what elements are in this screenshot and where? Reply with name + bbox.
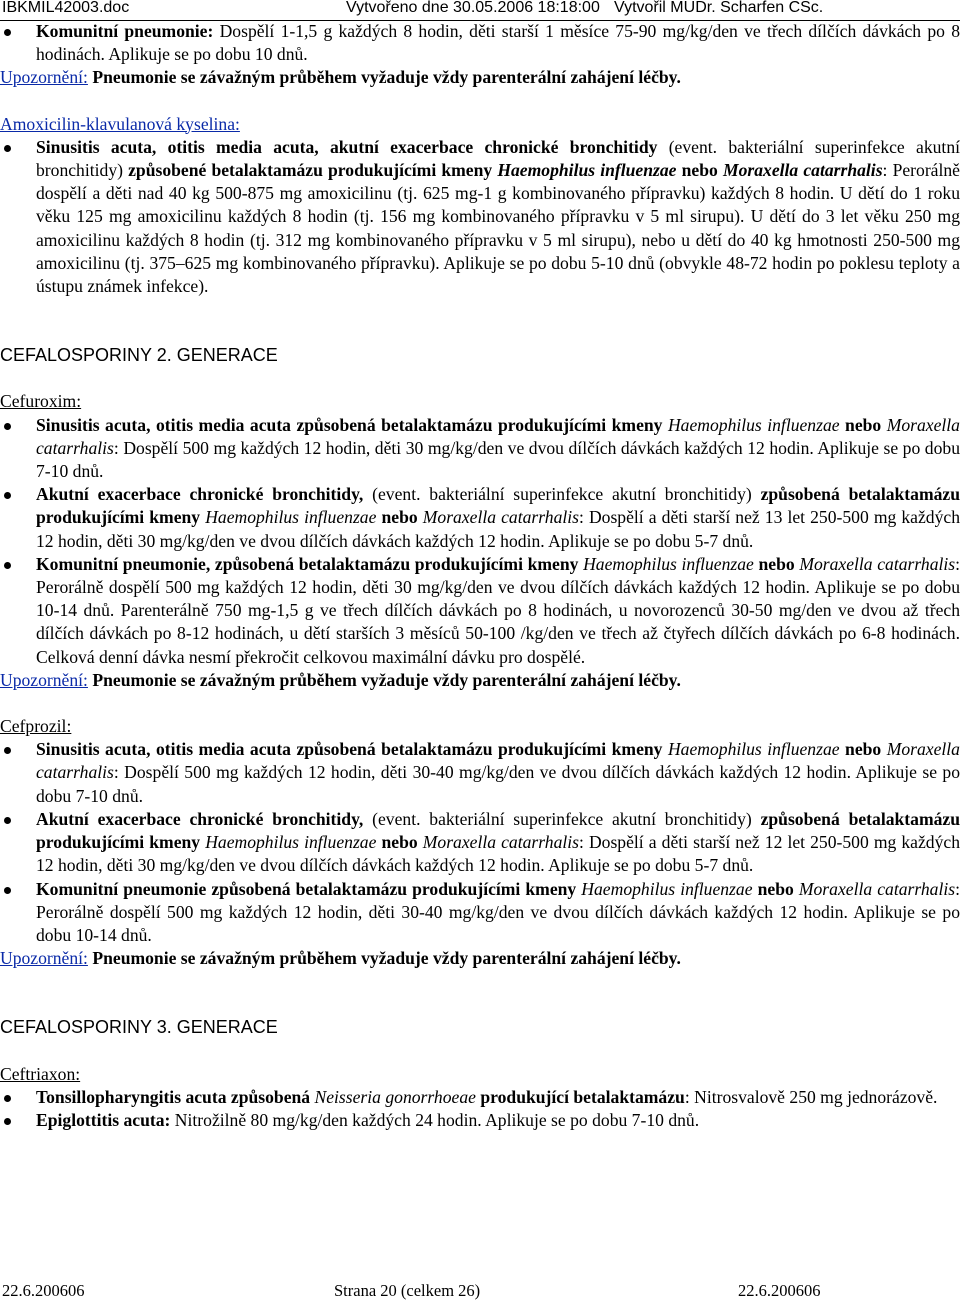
list-item xyxy=(0,483,960,553)
list-item xyxy=(0,1109,960,1132)
item-bold: Sinusitis acuta, otitis media acuta způsobená betalaktamázu produkujícími kmeny xyxy=(36,739,663,760)
section-heading-amoxiclav xyxy=(0,113,960,136)
organism-name: Haemophilus influenzae xyxy=(667,414,840,435)
list-item xyxy=(0,808,960,878)
item-bold: Sinusitis acuta, otitis media acuta způsobená betalaktamázu produkujícími kmeny xyxy=(36,414,663,435)
item-bold: nebo xyxy=(845,414,882,435)
item-bold: Epiglottitis acuta: xyxy=(36,1109,171,1130)
organism-name: Moraxella catarrhalis xyxy=(36,414,960,458)
header-author: Vytvořil MUDr. Scharfen CSc. xyxy=(614,0,824,16)
item-text: : Dospělí a děti starší než 12 let 250-500 mg každých 12 hodin, děti 30 mg/kg/den ve dvou dílčích dávkách každých 12 hodin. Aplikuje se po dobu 5-7 dnů. xyxy=(36,832,960,876)
document-body xyxy=(0,20,960,1132)
item-bold: produkující betalaktamázu xyxy=(480,1086,685,1107)
item-text: Dospělí 1-1,5 g každých 8 hodin, děti starší 1 měsíce 75-90 mg/kg/den ve třech dílčích dávkách po 8 hodinách. Aplikuje se po dobu 10 dnů. xyxy=(36,21,960,65)
organism-name: Moraxella catarrhalis xyxy=(36,739,960,783)
item-bold: nebo xyxy=(381,507,418,528)
warning-label: Upozornění: xyxy=(0,669,88,690)
item-text: (event. bakteriální superinfekce akutní bronchitidy) xyxy=(363,808,761,829)
item-text: (event. bakteriální superinfekce akutní bronchitidy) xyxy=(36,136,960,181)
footer-date-right: 22.6.200606 xyxy=(738,1281,821,1300)
organism-name: Haemophilus influenzae xyxy=(583,553,754,574)
header-filename: IBKMIL42003.doc xyxy=(2,0,130,16)
item-bold: nebo xyxy=(757,878,794,899)
item-text: : Perorálně dospělí 500 mg každých 12 hodin, děti 30-40 mg/kg/den ve dvou dílčích dávkách každých 12 hodin. Aplikuje se po dobu 10-14 dnů. xyxy=(36,878,960,945)
amoxiclav-list xyxy=(0,136,960,298)
section-heading-ceph2: CEFALOSPORINY 2. GENERACE xyxy=(0,345,278,366)
item-text: : Nitrosvalově 250 mg jednorázově. xyxy=(684,1086,938,1107)
item-bold: nebo xyxy=(381,832,418,853)
section-heading-ceftriaxon xyxy=(0,1063,960,1086)
item-text: Nitrožilně 80 mg/kg/den každých 24 hodin. Aplikuje se po dobu 7-10 dnů. xyxy=(170,1109,700,1130)
item-text: (event. bakteriální superinfekce akutní bronchitidy) xyxy=(363,484,761,505)
organism-name: Moraxella catarrhalis xyxy=(422,507,579,528)
warning-note xyxy=(0,66,960,89)
heading-text: Amoxicilin-klavulanová kyselina: xyxy=(0,113,240,134)
warning-note xyxy=(0,947,960,970)
list-item xyxy=(0,738,960,808)
organism-name: Moraxella catarrhalis xyxy=(722,160,883,181)
item-bold: Akutní exacerbace chronické bronchitidy, xyxy=(36,484,364,505)
list-item xyxy=(0,20,960,66)
warning-label: Upozornění: xyxy=(0,67,88,88)
organism-name: Neisseria gonorrhoeae xyxy=(314,1086,476,1107)
warning-label: Upozornění: xyxy=(0,948,88,969)
list-item xyxy=(0,136,960,298)
organism-name: Moraxella catarrhalis xyxy=(422,832,579,853)
organism-name: Moraxella catarrhalis xyxy=(799,553,956,574)
section-heading-cefprozil xyxy=(0,715,960,738)
item-text: : Dospělí 500 mg každých 12 hodin, děti 30 mg/kg/den ve dvou dílčích dávkách každých 12 hodin. Aplikuje se po dobu 7-10 dnů. xyxy=(36,437,960,482)
warning-text: Pneumonie se závažným průběhem vyžaduje vždy parenterální zahájení léčby. xyxy=(87,67,681,88)
organism-name: Haemophilus influenzae xyxy=(497,160,677,181)
item-text: : Perorálně dospělí a děti nad 40 kg 500-875 mg amoxicilinu (tj. 625 mg-1 g kombinovaného přípravku) každých 8 hodin. U dětí do 1 roku věku 125 mg amoxicilinu každých 8 hodin (tj. 156 mg kombinovaného přípravku v 5 ml sirupu). U dětí do 3 let věku 250 mg amoxicilinu každých 8 hodin (tj. 312 mg kombinovaného přípravku v 5 ml sirupu), nebo u dětí do 40 kg hmotnosti 250-500 mg amoxicilinu (tj. 375–625 mg kombinovaného přípravku). Aplikuje se po dobu 5-10 dnů (obvykle 48-72 hodin po poklesu teploty a ústupu známek infekce). xyxy=(36,160,960,297)
item-bold-label: Komunitní pneumonie: xyxy=(36,21,214,41)
footer-page-number: Strana 20 (celkem 26) xyxy=(334,1281,481,1300)
item-text: : Perorálně dospělí 500 mg každých 12 hodin, děti 30 mg/kg/den ve dvou dílčích dávkách každých 12 hodin. Aplikuje se po dobu 10-14 dnů. Parenterálně 750 mg-1,5 g ve třech dílčích dávkách po 8 hodinách, u novorozenců 30-50 mg/den ve dvou až třech dílčích dávkách po 8-12 hodinách, u dětí starších 3 měsíců 50-100 /kg/den ve třech až čtyřech dílčích dávkách po 6-8 hodinách. Celková denní dávka nesmí překročit celkovou maximální dávku pro dospělé. xyxy=(36,553,960,667)
warning-text: Pneumonie se závažným průběhem vyžaduje vždy parenterální zahájení léčby. xyxy=(87,948,681,969)
item-text: : Dospělí 500 mg každých 12 hodin, děti 30-40 mg/kg/den ve dvou dílčích dávkách každých 12 hodin. Aplikuje se po dobu 7-10 dnů. xyxy=(36,762,960,806)
list-item xyxy=(0,553,960,669)
organism-name: Haemophilus influenzae xyxy=(205,507,377,528)
item-bold: způsobená betalaktamázu produkujícími kmeny xyxy=(36,808,960,853)
list-item xyxy=(0,1086,960,1109)
warning-text: Pneumonie se závažným průběhem vyžaduje vždy parenterální zahájení léčby. xyxy=(87,669,681,690)
item-bold: nebo xyxy=(681,160,718,181)
heading-text: Ceftriaxon: xyxy=(0,1063,81,1084)
item-bold: Komunitní pneumonie způsobená betalaktamázu produkujícími kmeny xyxy=(36,878,577,899)
item-bold: způsobené betalaktamázu produkujícími kmeny xyxy=(128,160,493,181)
item-bold: Tonsillopharyngitis acuta způsobená xyxy=(36,1086,311,1107)
organism-name: Haemophilus influenzae xyxy=(205,832,377,853)
item-bold: Sinusitis acuta, otitis media acuta, akutní exacerbace chronické bronchitidy xyxy=(36,136,658,157)
item-bold: Akutní exacerbace chronické bronchitidy, xyxy=(36,808,364,829)
heading-text: Cefuroxim: xyxy=(0,391,82,412)
organism-name: Haemophilus influenzae xyxy=(667,739,840,760)
page-footer xyxy=(0,1281,960,1301)
page-header xyxy=(0,0,960,21)
footer-date-left: 22.6.200606 xyxy=(2,1281,85,1300)
item-bold: způsobená betalaktamázu produkujícími kmeny xyxy=(36,484,960,528)
item-bold: Komunitní pneumonie, způsobená betalaktamázu produkujícími kmeny xyxy=(36,553,579,574)
organism-name: Haemophilus influenzae xyxy=(581,878,753,899)
cefuroxim-list xyxy=(0,414,960,669)
list-item xyxy=(0,878,960,948)
ceftriaxon-list xyxy=(0,1086,960,1132)
cefprozil-list xyxy=(0,738,960,947)
header-created: Vytvořeno dne 30.05.2006 18:18:00 xyxy=(346,0,600,16)
section-heading-cefuroxim xyxy=(0,390,960,413)
item-text: : Dospělí a děti starší než 13 let 250-500 mg každých 12 hodin, děti 30 mg/kg/den ve dvou dílčích dávkách každých 12 hodin. Aplikuje se po dobu 5-7 dnů. xyxy=(36,507,960,551)
list-item xyxy=(0,414,960,484)
section-heading-ceph3: CEFALOSPORINY 3. GENERACE xyxy=(0,1017,278,1038)
item-bold: nebo xyxy=(845,739,882,760)
warning-note xyxy=(0,669,960,692)
heading-text: Cefprozil: xyxy=(0,716,72,737)
item-bold: nebo xyxy=(758,553,795,574)
pneumonia-list xyxy=(0,20,960,66)
organism-name: Moraxella catarrhalis xyxy=(798,878,956,899)
